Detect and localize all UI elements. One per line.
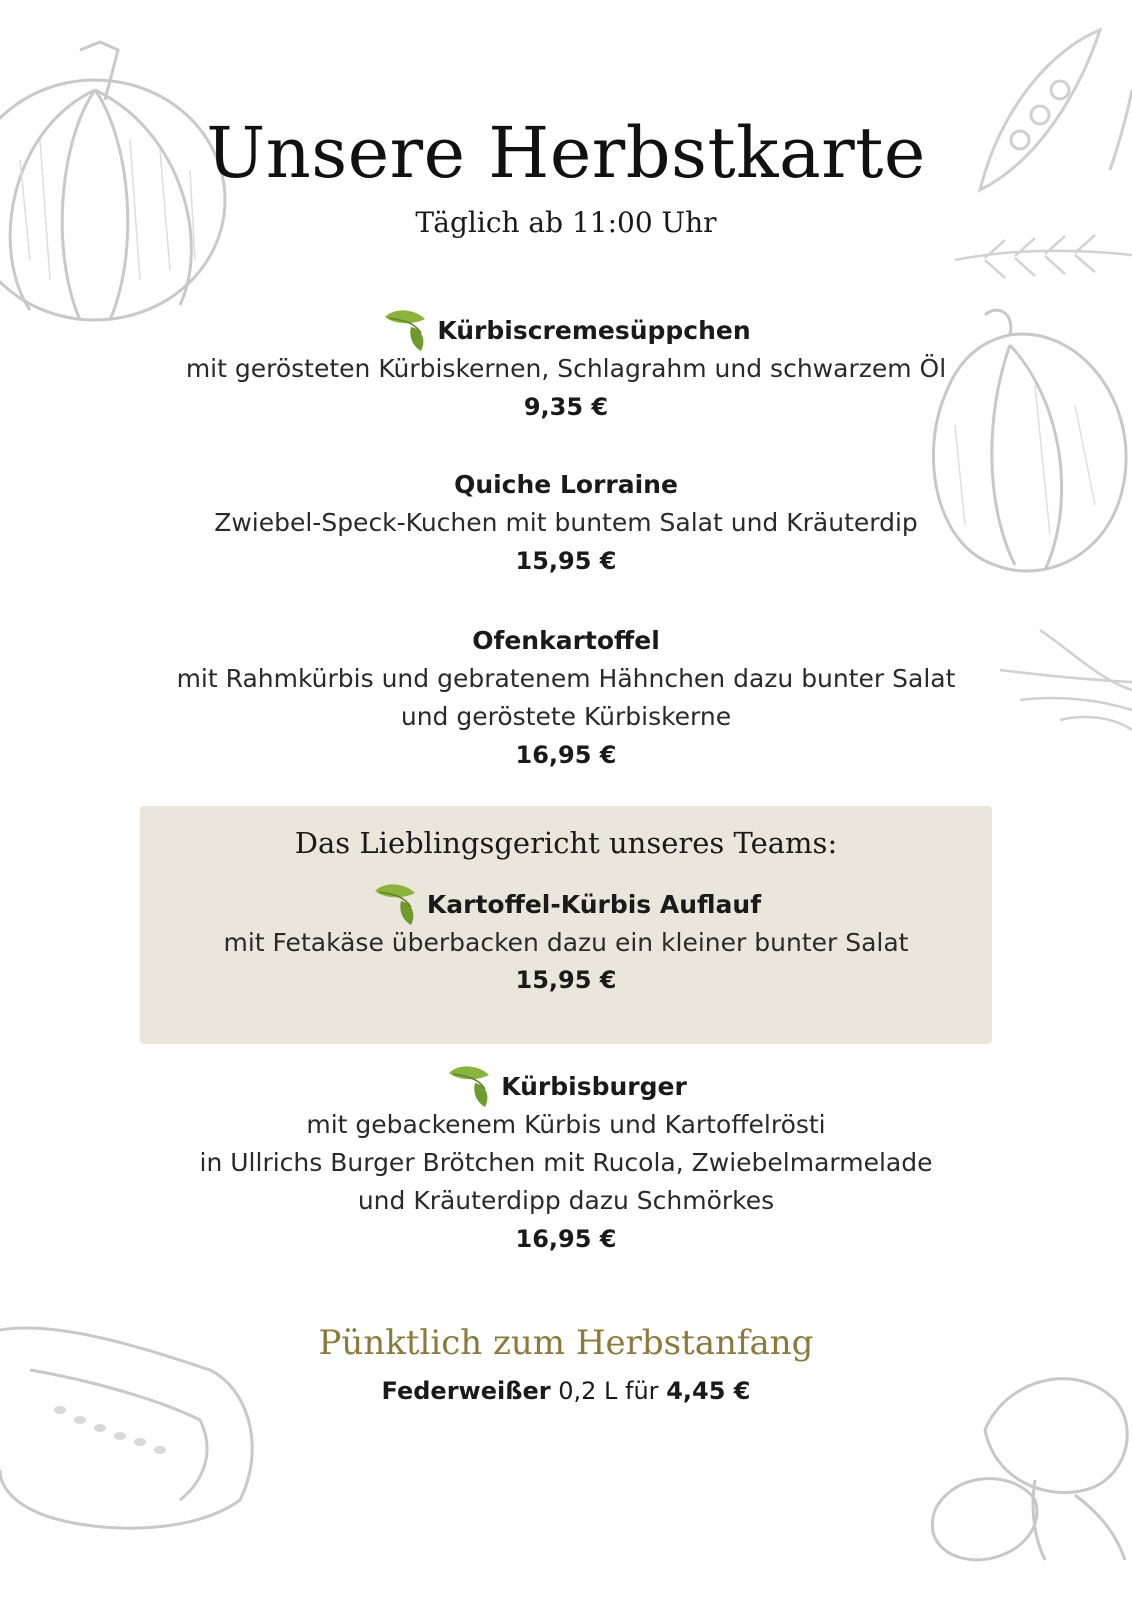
menu-item-kuerbiscremesueppchen [0,310,1132,426]
favorite-heading: Das Lieblingsgericht unseres Teams: [294,826,838,860]
dish-description: mit Rahmkürbis und gebratenem Hähnchen dazu bunter Salat [176,664,956,693]
menu-item-kartoffel-kuerbis-auflauf [140,884,992,998]
promo-heading: Pünktlich zum Herbstanfang [318,1323,814,1363]
dish-name: Quiche Lorraine [454,469,678,499]
dish-description: mit Fetakäse überbacken dazu ein kleiner bunter Salat [223,928,909,957]
leaf-icon [445,1059,495,1113]
menu-item-kuerbisburger [0,1066,1132,1258]
leaf-icon [381,303,431,357]
dish-price: 16,95 € [515,1225,617,1253]
page-title: Unsere Herbstkarte [206,112,926,194]
dish-price: 9,35 € [523,393,609,421]
team-favorite-box [140,806,992,1044]
dish-description: und geröstete Kürbiskerne [400,702,732,731]
dish-price: 15,95 € [515,966,617,994]
dish-name: Ofenkartoffel [472,625,660,655]
dish-name: Kürbiscremesüppchen [437,315,751,345]
dish-description: in Ullrichs Burger Brötchen mit Rucola, Zwiebelmarmelade [199,1148,933,1177]
dish-description: und Kräuterdipp dazu Schmörkes [357,1186,775,1215]
dish-name: Kürbisburger [501,1071,687,1101]
menu-item-quiche-lorraine [0,464,1132,580]
leaf-icon [371,877,421,931]
page-subtitle: Täglich ab 11:00 Uhr [415,206,717,239]
dish-name: Kartoffel-Kürbis Auflauf [426,889,762,919]
dish-price: 16,95 € [515,741,617,769]
promo-drink: Federweißer [381,1377,551,1405]
promo-price: 4,45 € [666,1377,751,1405]
dish-description: mit gerösteten Kürbiskernen, Schlagrahm und schwarzem Öl [185,354,947,383]
dish-description: Zwiebel-Speck-Kuchen mit buntem Salat und Kräuterdip [214,508,918,537]
promo-line [0,1377,1132,1405]
dish-price: 15,95 € [515,547,617,575]
promo-amount: 0,2 L für [558,1377,659,1405]
dish-description: mit gebackenem Kürbis und Kartoffelrösti [306,1110,826,1139]
menu-item-ofenkartoffel [0,620,1132,774]
